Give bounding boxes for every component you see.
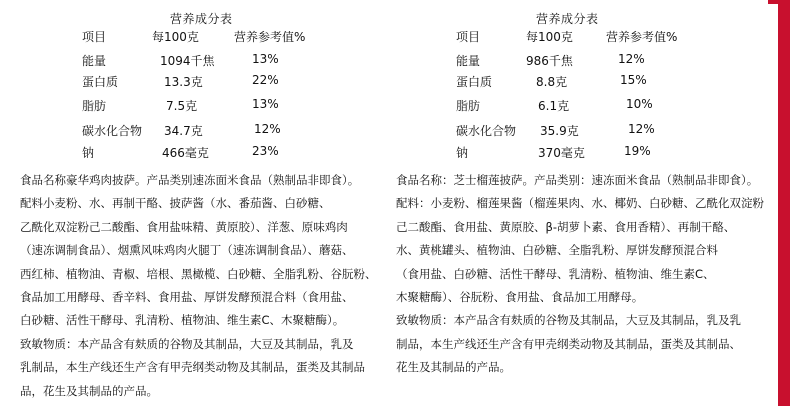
right-row-name: 脂肪 xyxy=(456,99,481,113)
right-ingredients-line: 花生及其制品的产品。 xyxy=(396,360,511,375)
right-ingredients xyxy=(396,169,764,380)
right-row-nrv: 10% xyxy=(626,97,653,111)
left-row-value: 1094千焦 xyxy=(160,54,215,68)
right-ingredients-line: 致敏物质：本产品含有麸质的谷物及其制品，大豆及其制品，乳及乳 xyxy=(396,313,741,328)
right-ingredients-line: 制品，本生产线还生产含有甲壳纲类动物及其制品，蛋类及其制品、 xyxy=(396,336,741,351)
left-row-name: 碳水化合物 xyxy=(82,124,143,138)
right-row-name: 钠 xyxy=(456,146,469,160)
right-ingredients-line: 食品名称：芝士榴莲披萨。产品类别：速冻面米食品（熟制品非即食）。 xyxy=(396,173,759,187)
right-row-value: 6.1克 xyxy=(538,99,570,113)
left-ingredients-line: 食品加工用酵母、香辛料、食用盐、厚饼发酵预混合料（食用盐、 xyxy=(20,290,354,305)
right-row-name: 蛋白质 xyxy=(456,75,493,89)
left-ingredients-line: 配料小麦粉、水、再制干酪、披萨酱（水、番茄酱、白砂糖、 xyxy=(20,196,331,211)
left-nutrition-table xyxy=(82,28,342,163)
right-nutrition-title: 营养成分表 xyxy=(536,12,599,26)
left-ingredients-line: 乙酰化双淀粉己二酸酯、食用盐味精、黄原胶）、洋葱、原味鸡肉 xyxy=(20,219,348,234)
left-row-value: 7.5克 xyxy=(166,99,198,113)
right-row-nrv: 19% xyxy=(624,144,651,158)
right-row-nrv: 15% xyxy=(620,73,647,87)
right-row-name: 碳水化合物 xyxy=(456,124,517,138)
left-row-value: 466毫克 xyxy=(162,146,209,160)
right-row-value: 986千焦 xyxy=(526,54,573,68)
right-header-item: 项目 xyxy=(456,30,481,44)
left-row-nrv: 23% xyxy=(252,144,279,158)
left-ingredients-line: （速冻调制食品）、烟熏风味鸡肉火腿丁（速冻调制食品）、蘑菇、 xyxy=(20,243,354,258)
left-row-name: 蛋白质 xyxy=(82,75,119,89)
left-row-nrv: 12% xyxy=(254,122,281,136)
left-nutrition-title: 营养成分表 xyxy=(170,12,233,26)
right-ingredients-line: （食用盐、白砂糖、活性干酵母、乳清粉、植物油、维生素C、 xyxy=(396,266,715,281)
left-ingredients-line: 白砂糖、活性干酵母、乳清粉、植物油、维生素C、木聚糖酶）。 xyxy=(20,313,345,328)
left-header-per100: 每100克 xyxy=(152,30,199,44)
right-row-value: 370毫克 xyxy=(538,146,585,160)
left-row-value: 13.3克 xyxy=(164,75,203,89)
left-row-value: 34.7克 xyxy=(164,124,203,138)
left-header-item: 项目 xyxy=(82,30,107,44)
red-border-right xyxy=(778,0,790,406)
right-ingredients-line: 水、黄桃罐头、植物油、白砂糖、全脂乳粉、厚饼发酵预混合料 xyxy=(396,243,718,258)
left-ingredients-line: 西红柿、植物油、青椒、培根、黑橄榄、白砂糖、全脂乳粉、谷朊粉、 xyxy=(20,266,377,281)
left-row-name: 钠 xyxy=(82,146,95,160)
right-row-nrv: 12% xyxy=(618,52,645,66)
left-row-name: 能量 xyxy=(82,54,107,68)
right-row-name: 能量 xyxy=(456,54,481,68)
right-row-nrv: 12% xyxy=(628,122,655,136)
left-row-nrv: 13% xyxy=(252,97,279,111)
left-ingredients-line: 乳制品，本生产线还生产含有甲壳纲类动物及其制品，蛋类及其制品 xyxy=(20,360,365,375)
left-header-nrv: 营养参考值% xyxy=(234,30,306,44)
left-row-nrv: 22% xyxy=(252,73,279,87)
left-ingredients xyxy=(20,169,377,403)
left-ingredients-line: 致敏物质：本产品含有麸质的谷物及其制品，大豆及其制品，乳及 xyxy=(20,336,354,351)
red-border-top xyxy=(768,0,790,4)
left-ingredients-line: 品，花生及其制品的产品。 xyxy=(20,383,158,398)
right-ingredients-line: 配料：小麦粉、榴莲果酱（榴莲果肉、水、椰奶、白砂糖、乙酰化双淀粉 xyxy=(396,196,764,211)
right-ingredients-line: 己二酸酯、食用盐、黄原胶、β-胡萝卜素、食用香精）、再制干酪、 xyxy=(396,219,736,234)
left-ingredients-line: 食品名称豪华鸡肉披萨。产品类别速冻面米食品（熟制品非即食）。 xyxy=(20,173,360,187)
left-row-nrv: 13% xyxy=(252,52,279,66)
right-nutrition-table xyxy=(456,28,716,163)
right-row-value: 35.9克 xyxy=(540,124,579,138)
right-header-per100: 每100克 xyxy=(526,30,573,44)
left-row-name: 脂肪 xyxy=(82,99,107,113)
right-row-value: 8.8克 xyxy=(536,75,568,89)
right-header-nrv: 营养参考值% xyxy=(606,30,678,44)
right-ingredients-line: 木聚糖酶）、谷朊粉、食用盐、食品加工用酵母。 xyxy=(396,290,644,305)
